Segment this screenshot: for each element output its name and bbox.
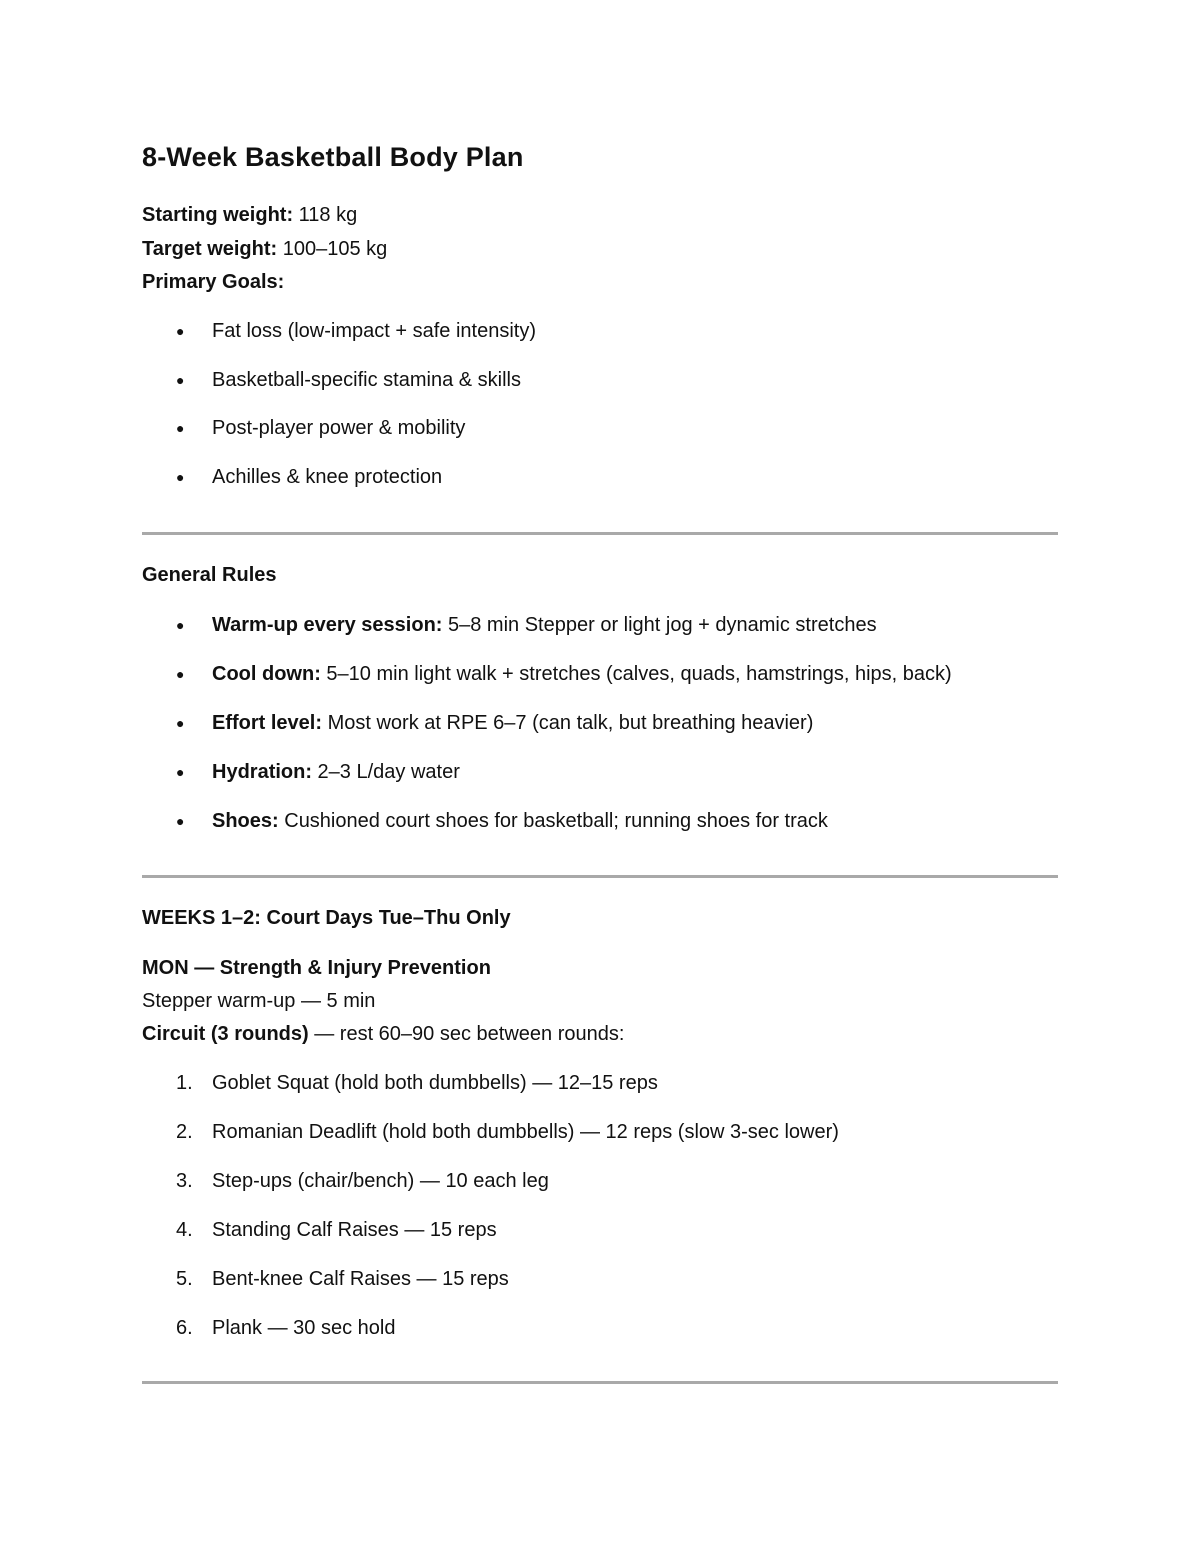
page-title: 8-Week Basketball Body Plan [142, 142, 524, 172]
exercise-number: 6. [176, 1317, 193, 1339]
rule-label: Warm-up every session: [212, 614, 443, 636]
target-weight-label: Target weight: [142, 238, 278, 260]
starting-weight-label: Starting weight: [142, 204, 294, 226]
weeks-heading: WEEKS 1–2: Court Days Tue–Thu Only [142, 907, 511, 929]
starting-weight-value: 118 kg [293, 204, 358, 226]
circuit-text: — rest 60–90 sec between rounds: [308, 1023, 625, 1045]
bullet-icon: ● [176, 372, 185, 388]
rule-text: Most work at RPE 6–7 (can talk, but breathing heavier) [322, 712, 814, 734]
exercise-text: Bent-knee Calf Raises — 15 reps [212, 1268, 509, 1290]
primary-goals-label: Primary Goals: [142, 271, 285, 293]
goal-text: Achilles & knee protection [212, 466, 443, 488]
target-weight-value: 100–105 kg [277, 238, 388, 260]
goal-text: Fat loss (low-impact + safe intensity) [212, 320, 536, 342]
rule-text: 5–10 min light walk + stretches (calves, quads, hamstrings, hips, back) [320, 663, 952, 685]
day-heading: MON — Strength & Injury Prevention [142, 957, 491, 979]
rule-text: Cushioned court shoes for basketball; running shoes for track [278, 810, 828, 832]
bullet-icon: ● [176, 813, 185, 829]
exercise-text: Goblet Squat (hold both dumbbells) — 12–15 reps [212, 1072, 658, 1094]
exercise-text: Standing Calf Raises — 15 reps [212, 1219, 497, 1241]
starting-weight-line [142, 201, 357, 229]
bullet-icon: ● [176, 323, 185, 339]
rule-label: Cool down: [212, 663, 321, 685]
rule-label: Hydration: [212, 761, 312, 783]
exercise-number: 3. [176, 1170, 193, 1192]
bullet-icon: ● [176, 666, 185, 682]
warmup-line: Stepper warm-up — 5 min [142, 990, 376, 1012]
goal-text: Basketball-specific stamina & skills [212, 369, 521, 391]
rule-label: Shoes: [212, 810, 279, 832]
exercise-text: Romanian Deadlift (hold both dumbbells) — 12 reps (slow 3-sec lower) [212, 1121, 839, 1143]
exercise-number: 5. [176, 1268, 193, 1290]
rule-text: 5–8 min Stepper or light jog + dynamic stretches [442, 614, 877, 636]
goal-text: Post-player power & mobility [212, 417, 466, 439]
exercise-text: Plank — 30 sec hold [212, 1317, 396, 1339]
rule-text: 2–3 L/day water [312, 761, 460, 783]
bullet-icon: ● [176, 469, 185, 485]
exercise-text: Step-ups (chair/bench) — 10 each leg [212, 1170, 549, 1192]
bullet-icon: ● [176, 764, 185, 780]
exercise-number: 4. [176, 1219, 193, 1241]
rule-label: Effort level: [212, 712, 323, 734]
bullet-icon: ● [176, 420, 185, 436]
section-divider [142, 1381, 1058, 1384]
exercise-number: 1. [176, 1072, 193, 1094]
bullet-icon: ● [176, 617, 185, 633]
section-divider [142, 532, 1058, 535]
general-rules-heading: General Rules [142, 564, 277, 586]
circuit-line [142, 1020, 624, 1048]
target-weight-line [142, 235, 387, 263]
section-divider [142, 875, 1058, 878]
circuit-label: Circuit (3 rounds) [142, 1023, 309, 1045]
exercise-number: 2. [176, 1121, 193, 1143]
bullet-icon: ● [176, 715, 185, 731]
